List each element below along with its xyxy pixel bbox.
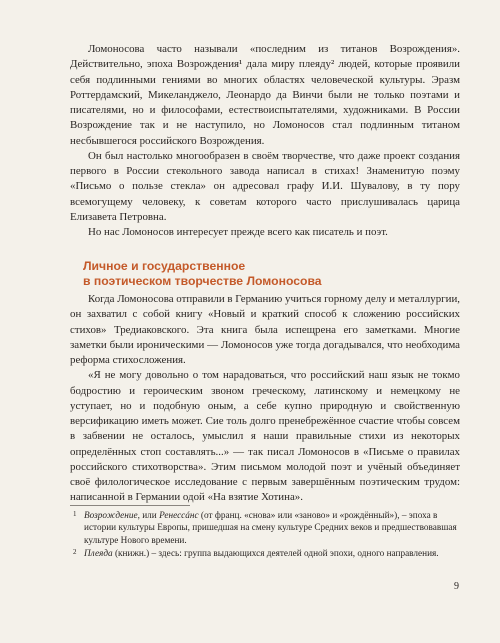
paragraph-glass-poem: Он был настолько многообразен в своём творчестве, что даже проект создания первого в России стекольного завода написал в стихах! Знаменитую поэму «Письмо о пользе стекла» он адресовал графу И.И. Шувалову, в ту пору всемогущему человеку, к советам которого часто прислушивалась царица Елизавета Петровна. [70, 149, 460, 223]
paragraph-quote: «Я не могу довольно о том нарадоваться, что российский наш язык не токмо бодростию и героическим звоном греческому, латинскому и немецкому не уступает, но и подобную оным, а себе купно природную и свойственную версификацию иметь может. Сие толь долго пренебрежённое счастие чтобы совсем в забвении не осталось, умыслил я наши правильные стихи из некоторых определённых стоп составлять...» — так писал Ломоносов в «Письме о правилах российского стихотворства». Этим письмом молодой поэт и учёный объединяет своё филологическое исследование с первым завершённым поэтическим трудом: написанной в Германии одой «На взятие Хотина». [70, 369, 460, 504]
section-text [70, 292, 460, 506]
page-number: 9 [454, 581, 459, 592]
paragraph-titans: Ломоносова часто называли «последним из титанов Возрождения». Действительно, эпоха Возрождения¹ дала миру плеяду² людей, которые проявили себя подлинными гениями во многих областях человеческой культуры. Эразм Роттердамский, Микеланджело, Леонардо да Винчи были не только поэтами и писателями, но и философами, естествоиспытателями, художниками. В России Возрождение так и не наступило, но Ломоносов стал подлинным титаном несбывшегося российского Возрождения. [70, 43, 460, 147]
footnote-connector: , или [137, 511, 160, 521]
section-heading [83, 259, 443, 289]
footnote-text: (книжн.) – здесь: группа выдающихся деятелей одной эпохи, одного направления. [112, 548, 439, 559]
footnote-number: 1 [73, 510, 77, 518]
footnote-term: Ренессáнс [159, 511, 199, 521]
footnote-term: Возрождение [84, 511, 138, 521]
footnote-term: Плеяда [84, 548, 113, 559]
paragraph-germany: Когда Ломоносова отправили в Германию учиться горному делу и металлургии, он захватил с собой книгу «Новый и краткий способ к сложению российских стихов» Тредиаковского. Эта книга была испещрена его заметками. Многие заметки были ироническими — Ломоносов уже тогда догадывался, что необходима реформа стихосложения. [70, 293, 460, 366]
section-heading-line-1: Личное и государственное [83, 259, 246, 273]
intro-text [70, 42, 460, 240]
footnotes [70, 510, 460, 561]
footnote-2 [70, 548, 460, 560]
section-heading-line-2: в поэтическом творчестве Ломоносова [83, 274, 322, 288]
footnote-1 [70, 510, 460, 547]
footnote-text: (от франц. «снова» или «заново» и «рождённый»), – эпоха в истории культуры Европы, пришедшая на смену культуре Средних веков и предшествовавшая культуре Нового времени. [84, 511, 457, 546]
footnote-divider [70, 505, 190, 506]
footnote-number: 2 [73, 547, 77, 556]
paragraph-writer-poet: Но нас Ломоносов интересует прежде всего как писатель и поэт. [88, 226, 388, 238]
